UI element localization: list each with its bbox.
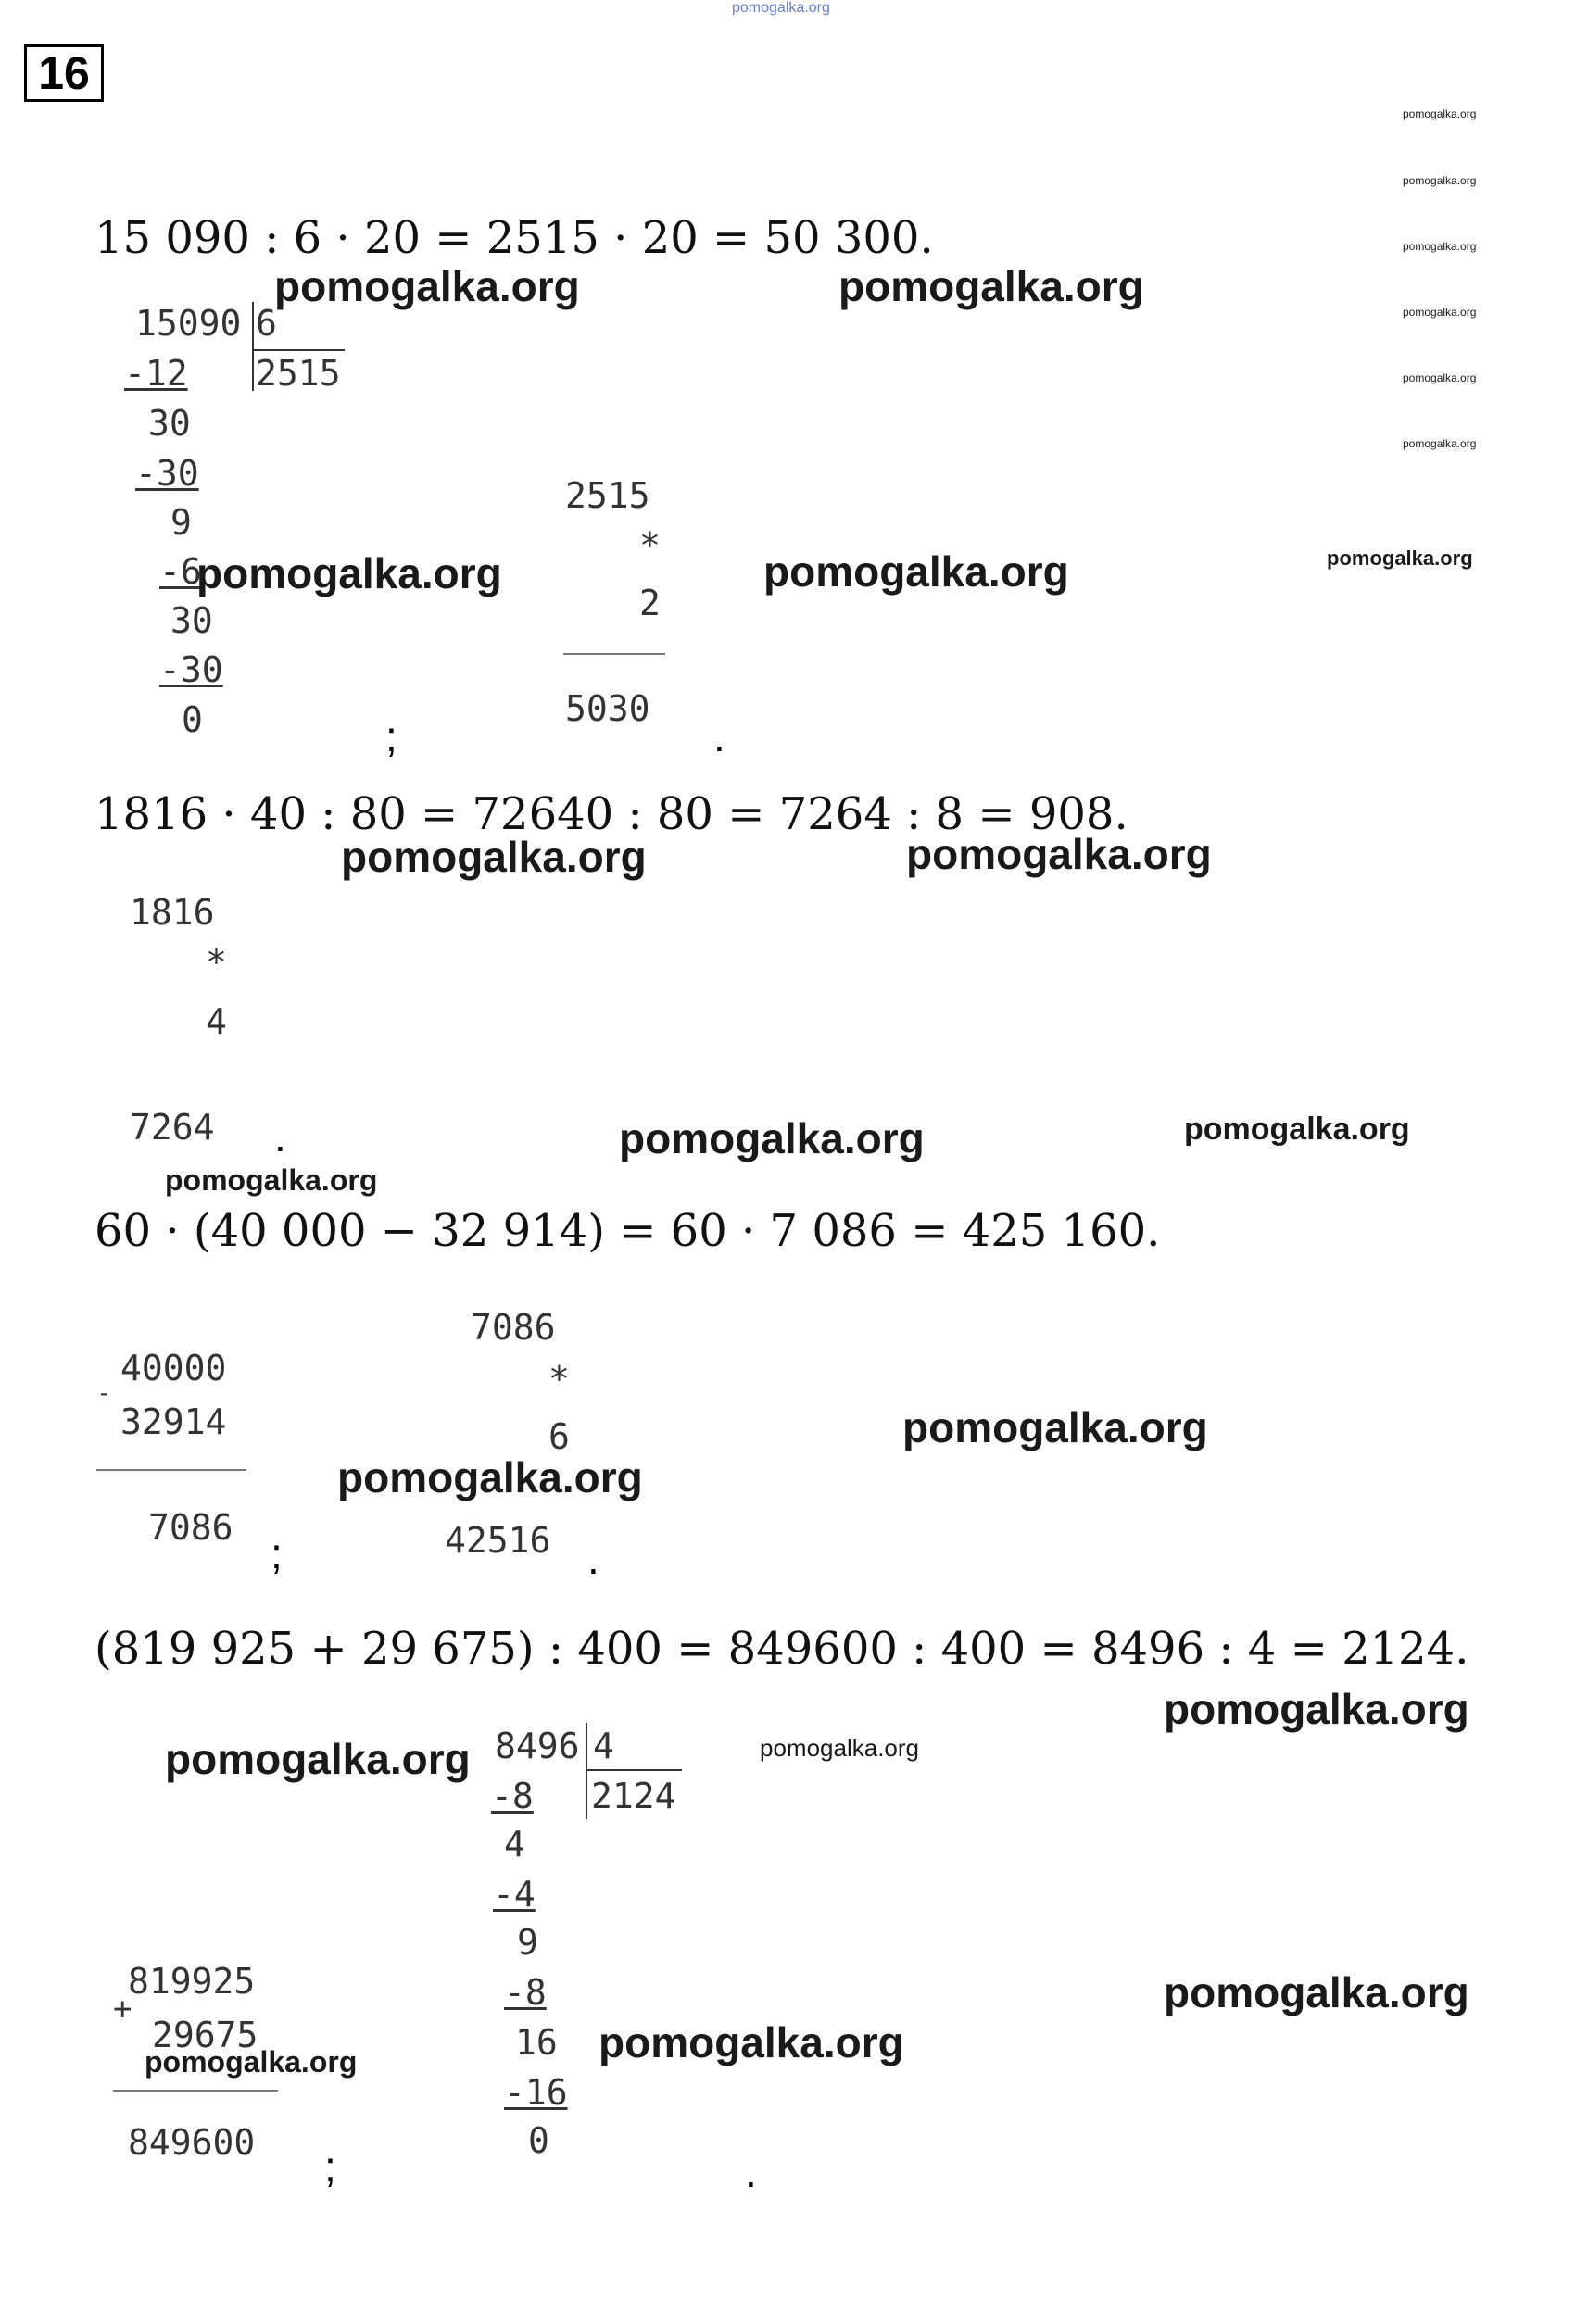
division-step: -30	[135, 453, 199, 494]
watermark: pomogalka.org	[1327, 546, 1473, 570]
division-step: 0	[182, 699, 203, 740]
mult-factor: 2	[639, 583, 661, 623]
division-step: -30	[159, 649, 223, 690]
watermark-small: pomogalka.org	[1403, 107, 1477, 120]
sub-top: 40000	[120, 1348, 227, 1388]
division-step: 16	[515, 2022, 558, 2063]
mult-operator: *	[206, 942, 227, 983]
mult-result: 42516	[445, 1520, 551, 1561]
watermark: pomogalka.org	[838, 262, 1144, 310]
watermark: pomogalka.org	[165, 1735, 471, 1783]
watermark: pomogalka.org	[165, 1163, 378, 1197]
add-top: 819925	[128, 1961, 256, 2002]
separator: ;	[385, 712, 397, 760]
watermark: pomogalka.org	[274, 262, 580, 310]
division-step: -12	[124, 353, 188, 394]
watermark: pomogalka.org	[341, 833, 647, 881]
add-result: 849600	[128, 2122, 256, 2163]
watermark-small: pomogalka.org	[1403, 306, 1477, 319]
division-step: -6	[159, 551, 202, 592]
division-step: 0	[528, 2120, 549, 2161]
sub-result: 7086	[148, 1507, 233, 1548]
add-bottom: 29675	[152, 2015, 258, 2055]
watermark: pomogalka.org	[760, 1734, 919, 1762]
sub-bottom: 32914	[120, 1401, 227, 1442]
division-step: -8	[504, 1972, 547, 2013]
separator: .	[274, 1112, 286, 1161]
division-bar	[252, 302, 254, 391]
add-operator: +	[113, 1991, 132, 2028]
watermark: pomogalka.org	[902, 1403, 1208, 1451]
mult-line	[563, 653, 665, 655]
division-step: -16	[504, 2072, 568, 2113]
watermark-small: pomogalka.org	[1403, 240, 1477, 253]
watermark-small: pomogalka.org	[1403, 437, 1477, 450]
division-step: -8	[491, 1776, 534, 1816]
mult-result: 7264	[130, 1107, 215, 1148]
mult-factor: 6	[548, 1416, 570, 1457]
equation-1: 15 090 : 6 · 20 = 2515 · 20 = 50 300.	[95, 212, 934, 264]
division-step: 9	[517, 1922, 538, 1963]
watermark: pomogalka.org	[906, 830, 1212, 878]
equation-2: 1816 · 40 : 80 = 72640 : 80 = 7264 : 8 = 908.	[95, 788, 1128, 840]
watermark: pomogalka.org	[1164, 1968, 1469, 2016]
mult-factor: 4	[206, 1001, 227, 1042]
division-step: 9	[170, 502, 192, 543]
watermark: pomogalka.org	[337, 1453, 643, 1501]
mult-result: 5030	[565, 688, 650, 729]
division-quotient: 2515	[256, 353, 341, 394]
equation-4: (819 925 + 29 675) : 400 = 849600 : 400 = 8496 : 4 = 2124.	[95, 1623, 1469, 1675]
separator: .	[713, 712, 725, 760]
sub-line	[96, 1469, 246, 1471]
separator: .	[587, 1535, 599, 1583]
watermark: pomogalka.org	[763, 547, 1069, 596]
add-line	[113, 2090, 278, 2092]
watermark: pomogalka.org	[145, 2045, 358, 2079]
watermark-small: pomogalka.org	[1403, 174, 1477, 187]
watermark: pomogalka.org	[1164, 1685, 1469, 1733]
mult-top: 2515	[565, 475, 650, 516]
division-dividend: 15090	[135, 303, 242, 344]
division-quotient-line	[252, 349, 345, 351]
division-dividend: 8496	[495, 1726, 580, 1766]
sub-operator: -	[96, 1377, 112, 1408]
watermark: pomogalka.org	[619, 1114, 925, 1162]
division-step: 4	[504, 1824, 525, 1865]
watermark: pomogalka.org	[1184, 1112, 1410, 1147]
division-quotient: 2124	[591, 1776, 676, 1816]
top-watermark: pomogalka.org	[732, 0, 830, 16]
division-quotient-line	[586, 1769, 682, 1771]
watermark-small: pomogalka.org	[1403, 371, 1477, 384]
separator: ;	[324, 2142, 336, 2191]
division-step: 30	[148, 403, 191, 444]
division-bar	[586, 1723, 587, 1819]
watermark: pomogalka.org	[599, 2018, 904, 2066]
division-step: 30	[170, 600, 213, 641]
watermark: pomogalka.org	[196, 549, 502, 597]
division-divisor: 6	[256, 303, 277, 344]
task-number-box: 16	[24, 44, 104, 102]
mult-top: 7086	[471, 1307, 556, 1348]
separator: .	[745, 2148, 757, 2196]
division-step: -4	[493, 1874, 536, 1915]
equation-3: 60 · (40 000 − 32 914) = 60 · 7 086 = 425 160.	[95, 1205, 1161, 1257]
mult-operator: *	[548, 1359, 570, 1400]
separator: ;	[271, 1529, 283, 1577]
mult-operator: *	[639, 525, 661, 566]
division-divisor: 4	[593, 1726, 614, 1766]
mult-top: 1816	[130, 892, 215, 933]
